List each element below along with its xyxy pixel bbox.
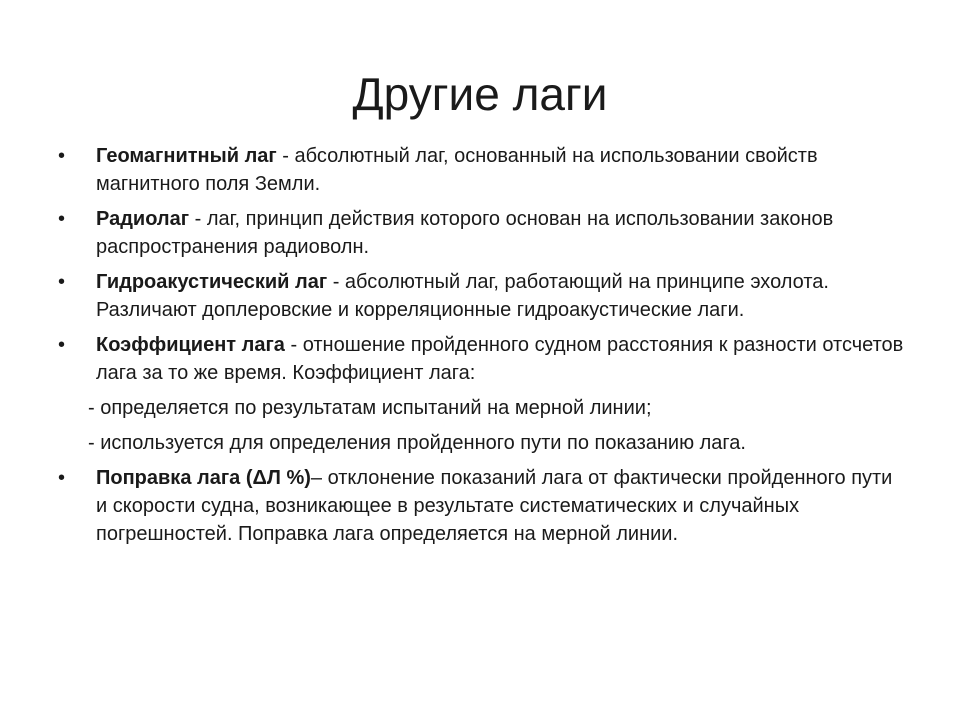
- item-term: Поправка лага (ΔЛ %): [96, 467, 311, 489]
- bullet-marker: •: [58, 271, 66, 293]
- bullet-marker: •: [58, 334, 66, 356]
- item-term: Геомагнитный лаг: [96, 145, 277, 167]
- bullet-marker: •: [58, 467, 66, 489]
- item-text: - абсолютный лаг, основанный на использовании свойств магнитного поля Земли.: [96, 145, 818, 195]
- list-item-hydroacoustic-log: [58, 268, 908, 324]
- item-term: Радиолаг: [96, 208, 190, 230]
- slide-title: Другие лаги: [352, 68, 608, 120]
- list-item-log-coefficient: [58, 331, 908, 387]
- list-item-log-correction: [58, 464, 908, 548]
- item-text: - лаг, принцип действия которого основан на использовании законов распространения радиоволн.: [96, 208, 834, 258]
- item-term: Коэффициент лага: [96, 334, 285, 356]
- subline-usage: - используется для определения пройденного пути по показанию лага.: [88, 432, 746, 454]
- item-text: – отклонение показаний лага от фактически пройденного пути и скорости судна, возникающее в результате систематических и случайных погрешностей. Поправка лага определяется на мерной линии.: [96, 467, 893, 545]
- item-text: - абсолютный лаг, работающий на принципе эхолота. Различают доплеровские и корреляционные гидроакустические лаги.: [96, 271, 829, 321]
- bullet-list: [58, 142, 908, 555]
- item-term: Гидроакустический лаг: [96, 271, 328, 293]
- subline-determination: - определяется по результатам испытаний на мерной линии;: [88, 397, 652, 419]
- list-item-radio-log: [58, 205, 908, 261]
- item-text: - отношение пройденного судном расстояния к разности отсчетов лага за то же время. Коэффициент лага:: [96, 334, 904, 384]
- bullet-marker: •: [58, 145, 66, 167]
- bullet-marker: •: [58, 208, 66, 230]
- list-item-geomagnetic-log: [58, 142, 908, 198]
